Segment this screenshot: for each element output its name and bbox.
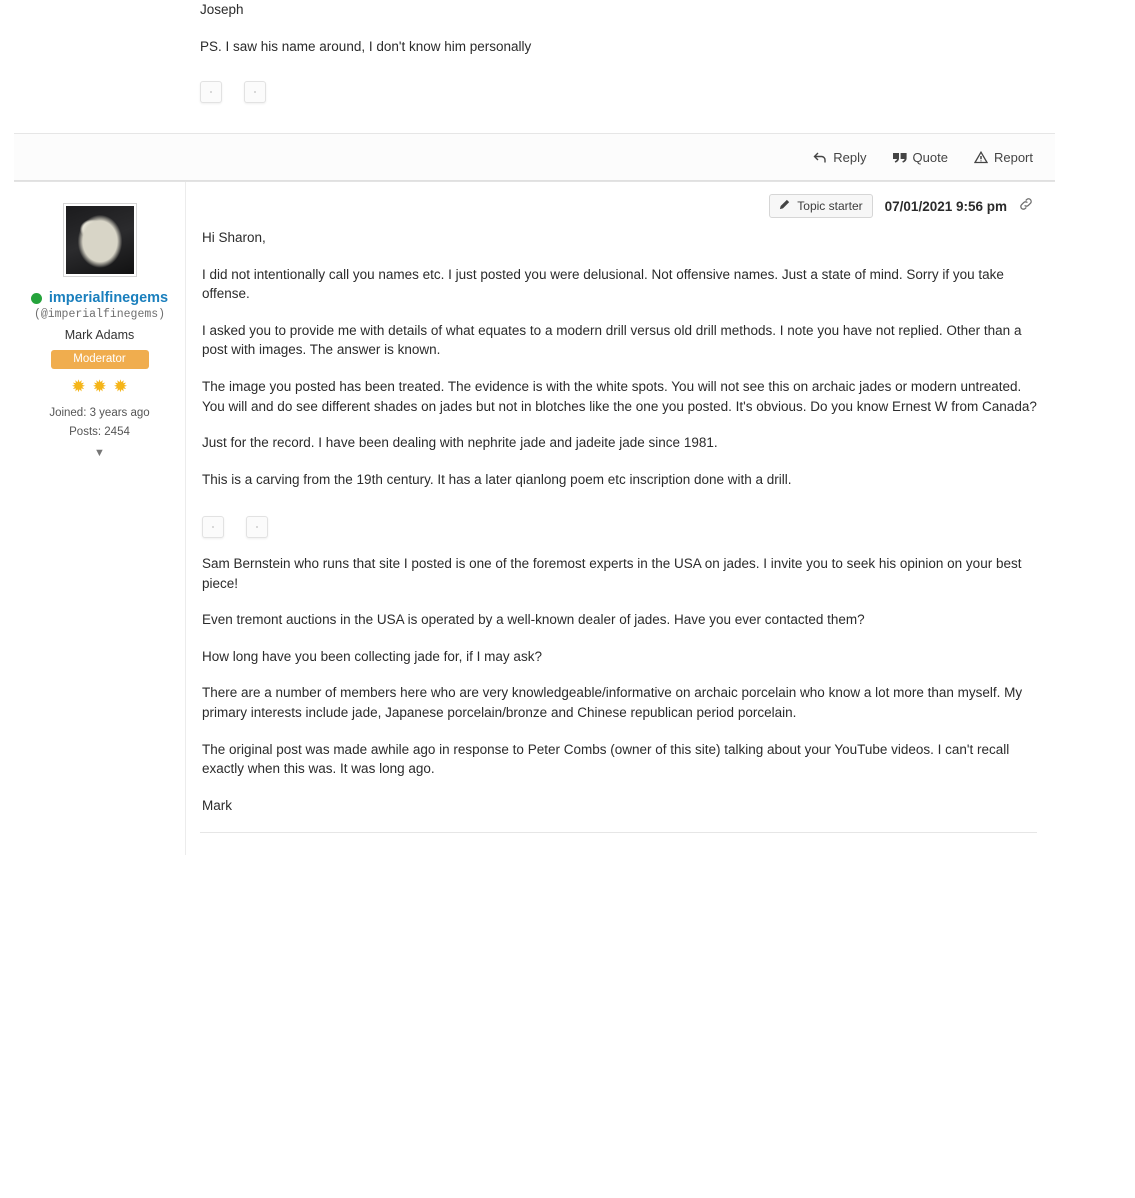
report-warning-icon [974, 151, 988, 164]
post-message-body [200, 228, 1037, 815]
post-paragraph: Just for the record. I have been dealing with nephrite jade and jadeite jade since 1981. [202, 435, 718, 451]
quote-label: Quote [912, 149, 948, 165]
post-paragraph: I asked you to provide me with details of what equates to a modern drill versus old drill methods. I note you have not replied. Other than a post with images. The answer is known. [202, 322, 1022, 358]
pencil-icon [779, 199, 790, 213]
post-paragraph: This is a carving from the 19th century. It has a later qianlong poem etc inscription done with a drill. [202, 471, 792, 487]
report-button[interactable] [974, 150, 1033, 165]
topic-starter-badge [769, 194, 872, 218]
joined-text: Joined: 3 years ago [49, 407, 150, 420]
online-status-icon [31, 293, 42, 304]
post-divider [200, 832, 1037, 833]
role-badge: Moderator [51, 350, 149, 369]
image-card[interactable] [202, 516, 224, 538]
author-handle: (@imperialfinegems) [33, 308, 166, 322]
thread-frame [14, 0, 1055, 855]
quote-icon [893, 151, 907, 163]
rank-stars [22, 378, 177, 395]
reply-button[interactable] [813, 150, 866, 165]
jade-inscription-photo[interactable] [256, 526, 258, 528]
image-card[interactable] [244, 81, 266, 103]
forum-post [14, 181, 1055, 855]
star-icon: ✹ [92, 377, 107, 397]
post-top-paragraph: PS. I saw his name around, I don't know him personally [200, 38, 532, 54]
post-paragraph: The original post was made awhile ago in response to Peter Combs (owner of this site) talking about your YouTube videos. I can't recall exactly when this was. It was long ago. [202, 741, 1010, 777]
macro-photo-rust-inclusions[interactable] [254, 91, 256, 93]
post-paragraph: Even tremont auctions in the USA is operated by a well-known dealer of jades. Have you ever contacted them? [202, 612, 865, 628]
author-real-name: Mark Adams [64, 328, 135, 343]
post-paragraph: Sam Bernstein who runs that site I posted is one of the foremost experts in the USA on jades. I invite you to seek his opinion on your best piece! [202, 556, 1022, 591]
post-author-column [14, 182, 186, 855]
post-top-paragraph: Joseph [200, 2, 244, 17]
post-content-column [186, 182, 1055, 855]
macro-photo-blue-drill-marks[interactable] [210, 91, 212, 93]
post-top-body [14, 0, 1055, 121]
post-top-image-row [200, 73, 1037, 121]
image-card[interactable] [246, 516, 268, 538]
post-paragraph: Mark [202, 797, 232, 813]
post-paragraph: There are a number of members here who are very knowledgeable/informative on archaic porcelain who know a lot more than myself. My primary interests include jade, Japanese porcelain/bronze and Chinese republican period porcelain. [202, 685, 1023, 720]
username-row [22, 290, 177, 306]
post-date: 07/01/2021 9:56 pm [884, 198, 1007, 214]
chevron-down-icon[interactable]: ▼ [94, 446, 105, 459]
posts-count-text: Posts: 2454 [69, 425, 130, 438]
reply-label: Reply [833, 149, 867, 165]
report-label: Report [993, 149, 1033, 165]
post-paragraph: How long have you been collecting jade for, if I may ask? [202, 648, 542, 664]
image-card[interactable] [200, 81, 222, 103]
inscription-glyphs [257, 527, 258, 528]
post-paragraph: The image you posted has been treated. The evidence is with the white spots. You will not see this on archaic jades or modern untreated. You will and do see different shades on jades but not in blotches like the one you posted. It's obvious. Do you know Ernest W from Canada? [202, 378, 1037, 414]
post-paragraph: Hi Sharon, [202, 230, 266, 246]
quote-button[interactable] [893, 150, 948, 165]
avatar[interactable] [64, 204, 136, 276]
post-action-bar [14, 133, 1055, 181]
author-meta [22, 404, 177, 441]
author-username-link[interactable]: imperialfinegems [48, 290, 169, 307]
topic-starter-label: Topic starter [797, 199, 863, 214]
star-icon: ✹ [113, 377, 128, 397]
link-icon[interactable] [1019, 197, 1033, 216]
star-icon: ✹ [71, 377, 86, 397]
reply-arrow-icon [813, 151, 827, 164]
post-paragraph: I did not intentionally call you names etc. I just posted you were delusional. Not offensive names. Just a state of mind. Sorry if you take offense. [202, 266, 1004, 302]
jade-carving-photo[interactable] [212, 526, 214, 528]
post-header [200, 182, 1037, 228]
post-image-row [202, 506, 1037, 554]
